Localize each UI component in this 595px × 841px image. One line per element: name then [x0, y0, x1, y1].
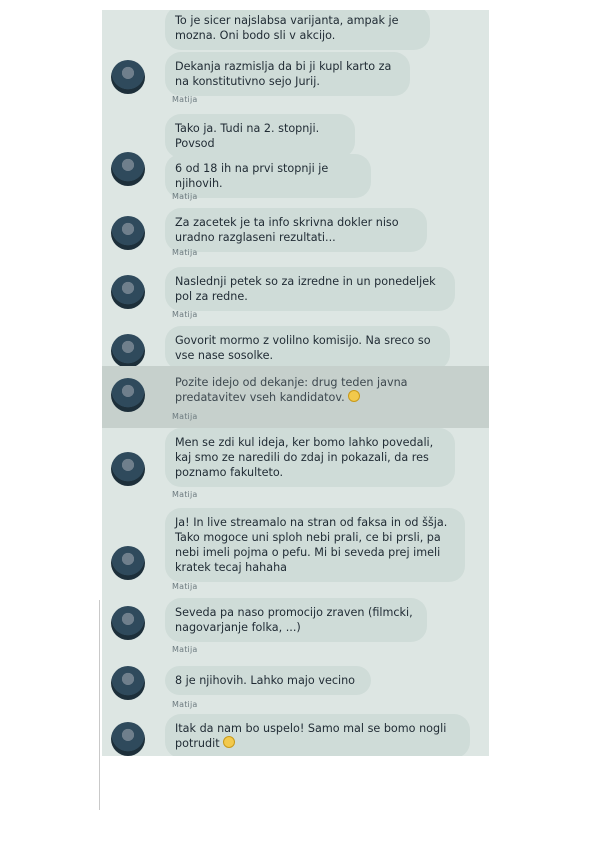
sender-name: Matija — [172, 192, 198, 201]
message-bubble: Tako ja. Tudi na 2. stopnji. Povsod — [165, 114, 355, 158]
page-margin-line — [99, 600, 100, 810]
avatar[interactable] — [111, 275, 145, 309]
message-row — [102, 148, 489, 206]
message-bubble: Dekanja razmislja da bi ji kupl karto za na konstitutivno sejo Jurij. — [165, 52, 410, 96]
message-bubble: Za zacetek je ta info skrivna dokler niso uradno razglaseni rezultati... — [165, 208, 427, 252]
avatar[interactable] — [111, 546, 145, 580]
avatar[interactable] — [111, 152, 145, 186]
message-row — [102, 598, 489, 660]
message-row — [102, 506, 489, 594]
message-text: Itak da nam bo uspelo! Samo mal se bomo nogli potrudit — [175, 722, 447, 750]
avatar[interactable] — [111, 666, 145, 700]
sender-name: Matija — [172, 700, 198, 709]
message-row — [102, 50, 489, 110]
sender-name: Matija — [172, 310, 198, 319]
sender-name: Matija — [172, 412, 198, 421]
sender-name: Matija — [172, 95, 198, 104]
avatar[interactable] — [111, 216, 145, 250]
sender-name: Matija — [172, 248, 198, 257]
message-row-highlighted — [102, 366, 489, 428]
avatar[interactable] — [111, 606, 145, 640]
message-bubble: Naslednji petek so za izredne in un ponedeljek pol za redne. — [165, 267, 455, 311]
message-bubble: Men se zdi kul ideja, ker bomo lahko povedali, kaj smo ze naredili do zdaj in pokazali, da res poznamo fakulteto. — [165, 428, 455, 487]
chat-screenshot-strip — [102, 10, 489, 756]
message-bubble: Ja! In live streamalo na stran od faksa in od ššja. Tako mogoce uni sploh nebi prali, ce bi prsli, pa nebi imeli pojma o pefu. Mi bi seveda prej imeli kratek tecaj hahaha — [165, 508, 465, 582]
message-bubble: Govorit mormo z volilno komisijo. Na sreco so vse nase sosolke. — [165, 326, 450, 370]
message-bubble: Seveda pa naso promocijo zraven (filmcki, nagovarjanje folka, ...) — [165, 598, 427, 642]
message-bubble — [165, 368, 435, 412]
message-row — [102, 428, 489, 504]
avatar[interactable] — [111, 378, 145, 412]
smiley-emoji-icon — [348, 390, 360, 402]
avatar[interactable] — [111, 722, 145, 756]
sender-name: Matija — [172, 582, 198, 591]
message-row — [102, 267, 489, 325]
message-row — [102, 714, 489, 756]
avatar[interactable] — [111, 334, 145, 368]
message-row — [102, 662, 489, 714]
avatar[interactable] — [111, 452, 145, 486]
message-bubble — [165, 714, 470, 756]
message-row — [102, 10, 489, 46]
message-bubble: 6 od 18 ih na prvi stopnji je njihovih. — [165, 154, 371, 198]
message-row — [102, 208, 489, 262]
message-bubble: To je sicer najslabsa varijanta, ampak je mozna. Oni bodo sli v akcijo. — [165, 10, 430, 50]
sender-name: Matija — [172, 490, 198, 499]
smiley-emoji-icon — [223, 736, 235, 748]
message-row — [102, 114, 489, 150]
message-bubble: 8 je njihovih. Lahko majo vecino — [165, 666, 371, 695]
message-text: Pozite idejo od dekanje: drug teden javna predatavitev vseh kandidatov. — [175, 376, 408, 404]
avatar[interactable] — [111, 60, 145, 94]
sender-name: Matija — [172, 645, 198, 654]
